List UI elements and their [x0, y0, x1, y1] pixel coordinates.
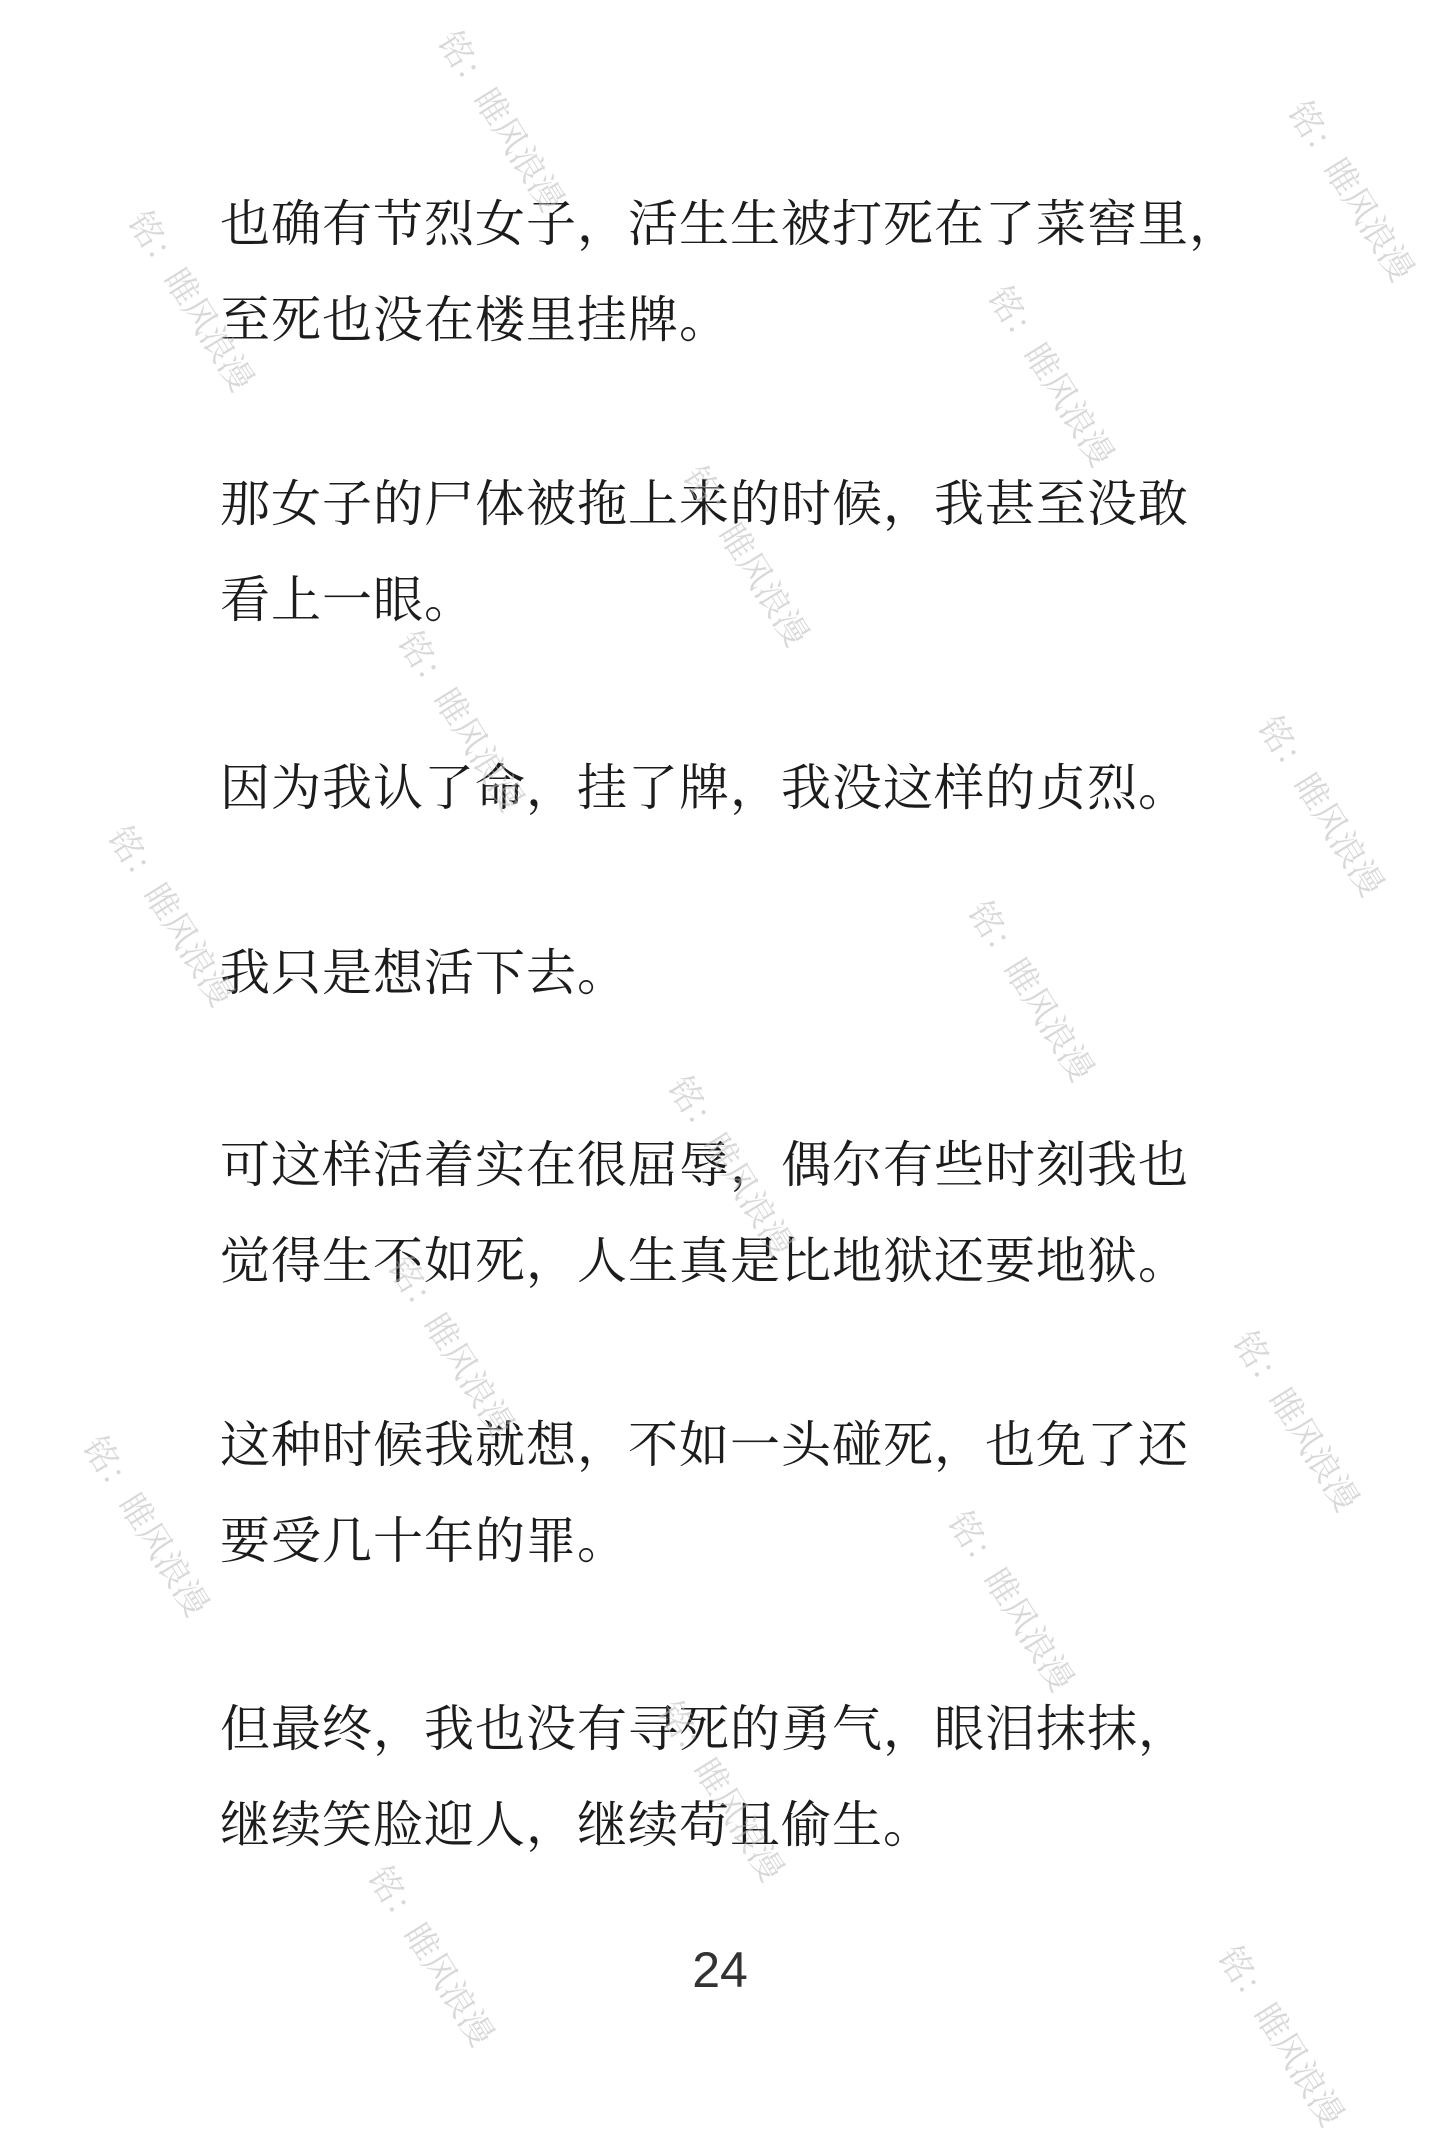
paragraph-2 [220, 456, 1300, 648]
paragraph-6 [220, 1397, 1300, 1589]
paragraph-line: 也确有节烈女子，活生生被打死在了菜窖里， [220, 195, 1240, 253]
watermark: 铭：睢风浪漫 [1279, 94, 1422, 289]
watermark: 铭：睢风浪漫 [99, 819, 242, 1014]
watermark: 铭：睢风浪漫 [379, 1249, 522, 1444]
watermark: 铭：睢风浪漫 [429, 24, 572, 219]
watermark: 铭：睢风浪漫 [1209, 1939, 1352, 2134]
paragraph-line: 这种时候我就想，不如一头碰死，也免了还 [220, 1416, 1189, 1474]
paragraph-line: 觉得生不如死，人生真是比地狱还要地狱。 [220, 1232, 1189, 1290]
paragraph-3 [220, 740, 1300, 836]
paragraph-line: 可这样活着实在很屈辱，偶尔有些时刻我也 [220, 1136, 1189, 1194]
paragraph-line: 我只是想活下去。 [220, 944, 628, 1002]
paragraph-line: 但最终，我也没有寻死的勇气，眼泪抹抹， [220, 1700, 1189, 1758]
watermark: 铭：睢风浪漫 [1249, 709, 1392, 904]
watermark: 铭：睢风浪漫 [674, 459, 817, 654]
page-number: 24 [692, 1942, 748, 1998]
watermark: 铭：睢风浪漫 [1224, 1324, 1367, 1519]
watermark: 铭：睢风浪漫 [389, 624, 532, 819]
watermark: 铭：睢风浪漫 [359, 1859, 502, 2054]
watermark: 铭：睢风浪漫 [939, 1504, 1082, 1699]
watermark: 铭：睢风浪漫 [959, 894, 1102, 1089]
paragraph-line: 至死也没在楼里挂牌。 [220, 291, 730, 349]
watermark: 铭：睢风浪漫 [979, 279, 1122, 474]
paragraph-5 [220, 1117, 1300, 1309]
paragraph-line: 那女子的尸体被拖上来的时候，我甚至没敢 [220, 475, 1189, 533]
watermark: 铭：睢风浪漫 [119, 204, 262, 399]
paragraph-line: 继续笑脸迎人，继续苟且偷生。 [220, 1796, 934, 1854]
paragraph-7 [220, 1681, 1300, 1873]
watermark: 铭：睢风浪漫 [649, 1694, 792, 1889]
paragraph-line: 因为我认了命，挂了牌，我没这样的贞烈。 [220, 759, 1189, 817]
paragraph-1 [220, 176, 1300, 368]
paragraph-line: 看上一眼。 [220, 571, 475, 629]
watermark: 铭：睢风浪漫 [74, 1429, 217, 1624]
paragraph-4 [220, 925, 1300, 1021]
watermark: 铭：睢风浪漫 [659, 1069, 802, 1264]
paragraph-line: 要受几十年的罪。 [220, 1512, 628, 1570]
